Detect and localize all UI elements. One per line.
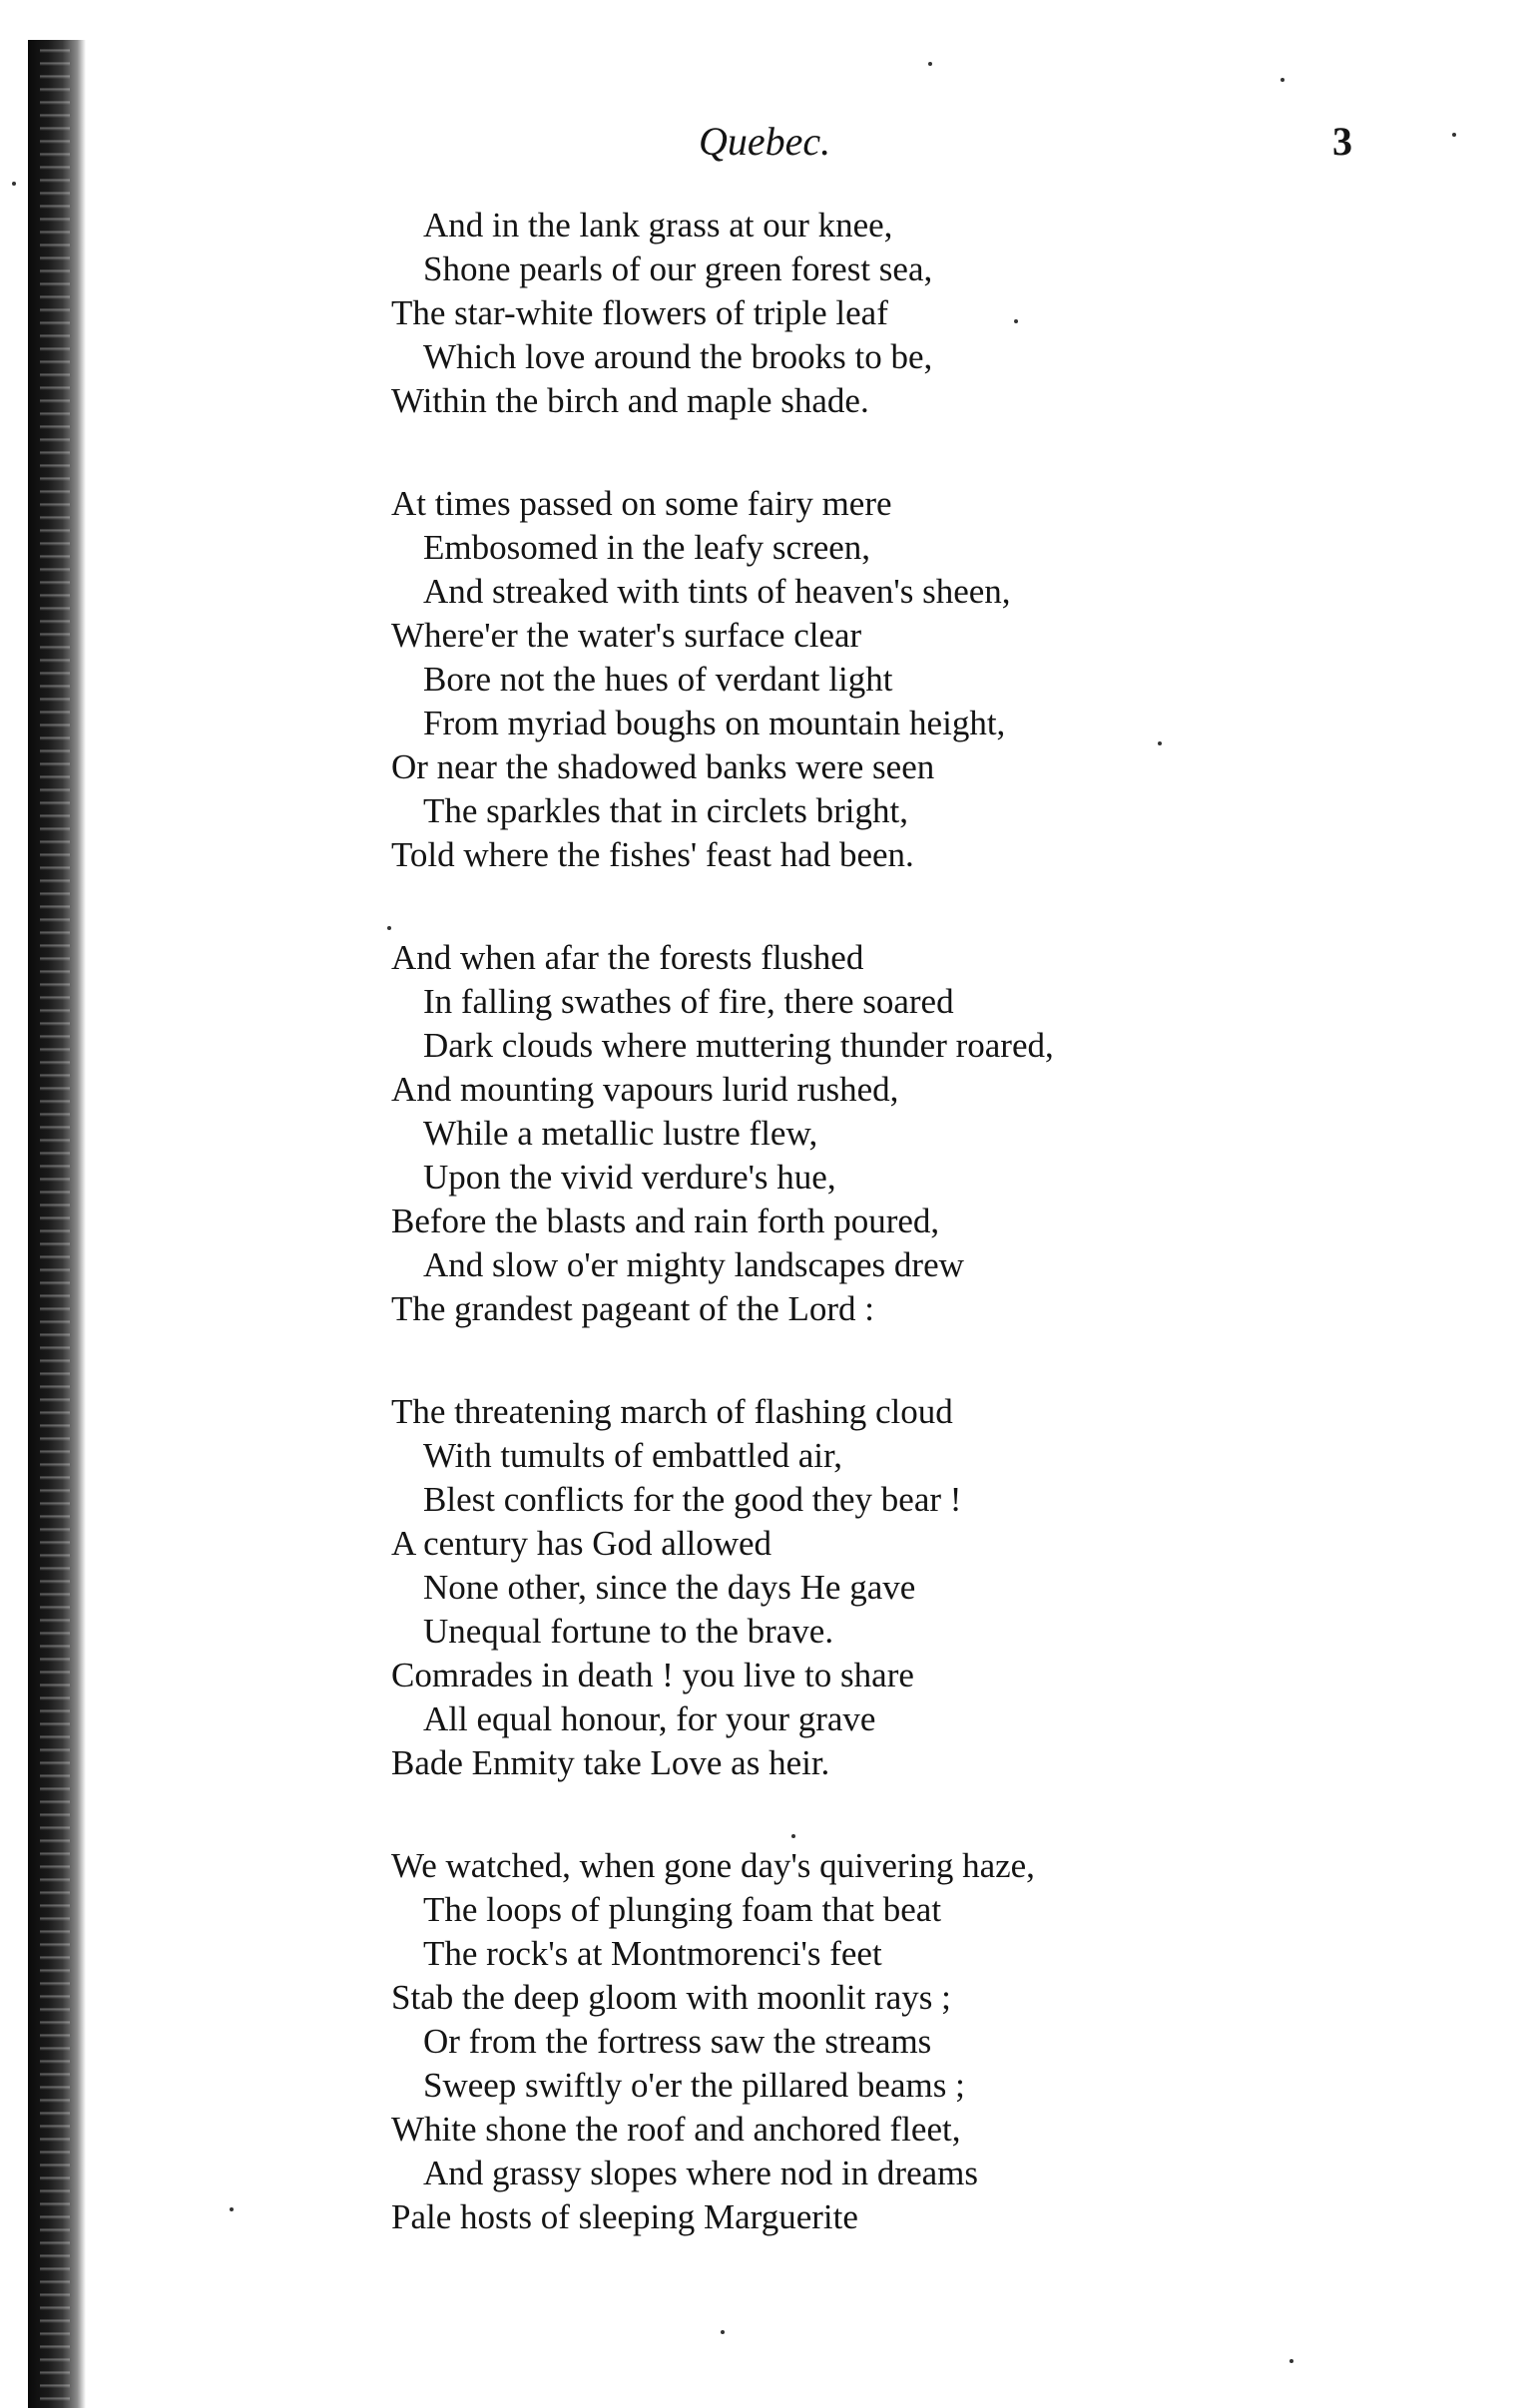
poem-line: And slow o'er mighty landscapes drew bbox=[423, 1245, 964, 1284]
scan-speck bbox=[387, 926, 391, 930]
poem-line: Blest conflicts for the good they bear ! bbox=[423, 1480, 962, 1519]
poem-line: Shone pearls of our green forest sea, bbox=[423, 249, 933, 288]
poem-line: And in the lank grass at our knee, bbox=[423, 206, 893, 244]
scan-speck bbox=[12, 182, 16, 186]
poem-line: None other, since the days He gave bbox=[423, 1568, 916, 1607]
page-header bbox=[0, 118, 1540, 178]
poem-line: Before the blasts and rain forth poured, bbox=[391, 1202, 940, 1240]
poem-line: Upon the vivid verdure's hue, bbox=[423, 1158, 836, 1197]
poem-body bbox=[391, 204, 1389, 2298]
poem-line: Or from the fortress saw the streams bbox=[423, 2022, 932, 2061]
poem-line: We watched, when gone day's quivering haze, bbox=[391, 1846, 1035, 1885]
poem-line: A century has God allowed bbox=[391, 1524, 772, 1563]
scan-speck bbox=[230, 2207, 234, 2211]
poem-line: Unequal fortune to the brave. bbox=[423, 1612, 834, 1651]
poem-line: The sparkles that in circlets bright, bbox=[423, 791, 908, 830]
poem-line: Within the birch and maple shade. bbox=[391, 381, 869, 420]
stanza bbox=[391, 936, 1389, 1331]
poem-line: White shone the roof and anchored fleet, bbox=[391, 2110, 961, 2149]
poem-line: The grandest pageant of the Lord : bbox=[391, 1289, 874, 1328]
poem-line: Stab the deep gloom with moonlit rays ; bbox=[391, 1978, 951, 2017]
stanza bbox=[391, 1390, 1389, 1785]
poem-line: Comrades in death ! you live to share bbox=[391, 1656, 914, 1694]
poem-line: The threatening march of flashing cloud bbox=[391, 1392, 953, 1431]
poem-line: And when afar the forests flushed bbox=[391, 938, 864, 977]
poem-line: Bore not the hues of verdant light bbox=[423, 660, 893, 699]
page-number: 3 bbox=[1332, 119, 1352, 164]
scan-speck bbox=[1289, 2359, 1293, 2363]
poem-line: Dark clouds where muttering thunder roared, bbox=[423, 1026, 1054, 1065]
scan-speck bbox=[721, 2330, 725, 2334]
poem-line: Bade Enmity take Love as heir. bbox=[391, 1743, 830, 1782]
scan-speck bbox=[1281, 78, 1284, 82]
stanza bbox=[391, 1844, 1389, 2239]
poem-line: The rock's at Montmorenci's feet bbox=[423, 1934, 882, 1973]
scan-speck bbox=[1452, 133, 1456, 137]
running-title: Quebec. bbox=[699, 119, 831, 164]
poem-line: Which love around the brooks to be, bbox=[423, 337, 933, 376]
poem-line: At times passed on some fairy mere bbox=[391, 484, 892, 523]
stanza bbox=[391, 204, 1389, 423]
poem-line: All equal honour, for your grave bbox=[423, 1699, 876, 1738]
poem-line: And mounting vapours lurid rushed, bbox=[391, 1070, 899, 1109]
poem-line: Or near the shadowed banks were seen bbox=[391, 747, 935, 786]
poem-line: Sweep swiftly o'er the pillared beams ; bbox=[423, 2066, 965, 2105]
poem-line: And streaked with tints of heaven's sheen, bbox=[423, 572, 1011, 611]
scan-speck bbox=[928, 62, 932, 66]
poem-line: While a metallic lustre flew, bbox=[423, 1114, 818, 1153]
poem-line: And grassy slopes where nod in dreams bbox=[423, 2154, 979, 2192]
poem-line: With tumults of embattled air, bbox=[423, 1436, 843, 1475]
poem-line: Pale hosts of sleeping Marguerite bbox=[391, 2197, 858, 2236]
poem-line: In falling swathes of fire, there soared bbox=[423, 982, 954, 1021]
poem-line: The star-white flowers of triple leaf bbox=[391, 293, 888, 332]
stanza bbox=[391, 482, 1389, 877]
scan-speck bbox=[1014, 319, 1018, 323]
scan-speck bbox=[791, 1834, 795, 1838]
poem-line: The loops of plunging foam that beat bbox=[423, 1890, 942, 1929]
book-binding-edge bbox=[28, 40, 86, 2408]
poem-line: Where'er the water's surface clear bbox=[391, 616, 862, 655]
scan-speck bbox=[1158, 741, 1162, 745]
poem-line: Told where the fishes' feast had been. bbox=[391, 835, 914, 874]
poem-line: Embosomed in the leafy screen, bbox=[423, 528, 871, 567]
poem-line: From myriad boughs on mountain height, bbox=[423, 704, 1006, 742]
